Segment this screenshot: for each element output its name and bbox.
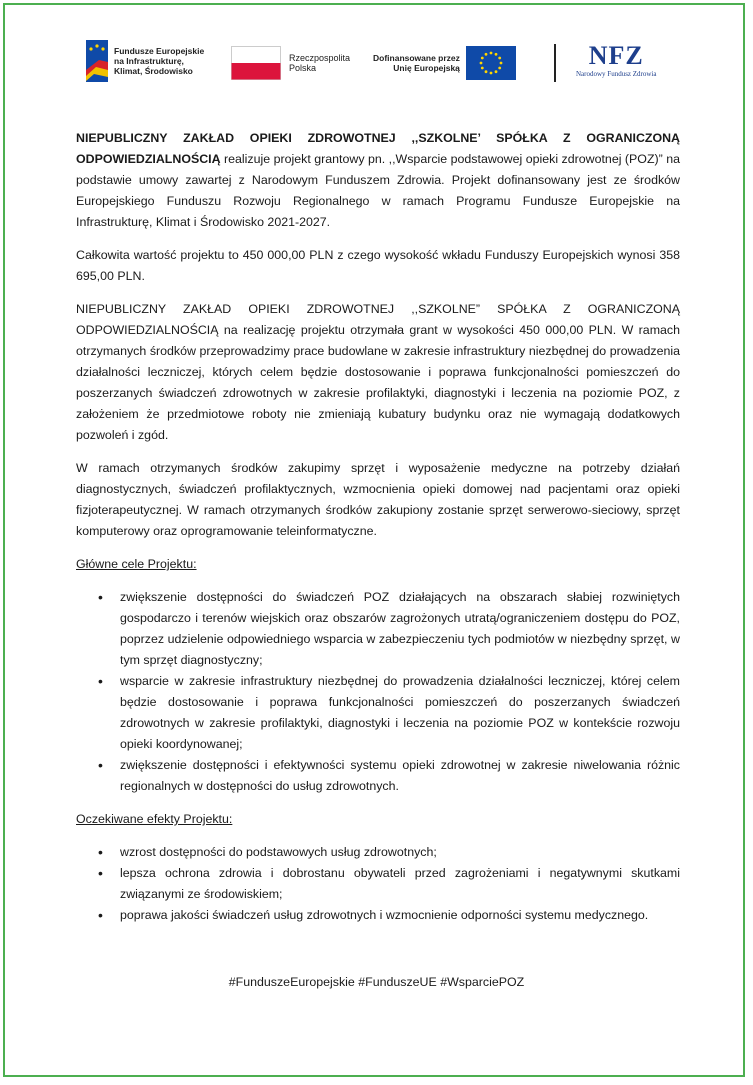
nfz-logo <box>576 42 657 78</box>
goals-list <box>76 587 680 797</box>
list-item: • wzrost dostępności do podstawowych usług zdrowotnych; <box>76 842 680 863</box>
list-item: • zwiększenie dostępności i efektywności systemu opieki zdrowotnej w zakresie niwelowania różnic regionalnych w dostępności do usług zdrowotnych. <box>76 755 680 797</box>
fe-logo-line: na Infrastrukturę, <box>114 56 184 66</box>
list-item: • lepsza ochrona zdrowia i dobrostanu obywateli przed zagrożeniami i negatywnymi skutkami związanymi ze środowiskiem; <box>76 863 680 905</box>
nfz-logo-subtitle: Narodowy Fundusz Zdrowia <box>576 70 657 78</box>
grant-paragraph: NIEPUBLICZNY ZAKŁAD OPIEKI ZDROWOTNEJ ,,SZKOLNE” SPÓŁKA Z OGRANICZONĄ ODPOWIEDZIALNOŚCIĄ na realizację projektu otrzymała grant w wysokości 450 000,00 PLN. W ramach otrzymanych środków przeprowadzimy prace budowlane w zakresie infrastruktury niezbędnej do prowadzenia działalności leczniczej, których celem będzie dostosowanie i poprawa funkcjonalności pomieszczeń do poszerzanych świadczeń zdrowotnych w zakresie profilaktyki, diagnostyki i leczenia na poziomie POZ, z założeniem że przedmiotowe roboty nie zmieniają kubatury budynku oraz nie wymagają dodatkowych pozwoleń i zgód. <box>76 302 680 442</box>
rp-logo <box>231 46 350 80</box>
project-value-paragraph: Całkowita wartość projektu to 450 000,00 PLN z czego wysokość wkładu Funduszy Europejskich wynosi 358 695,00 PLN. <box>76 248 680 283</box>
list-item: • zwiększenie dostępności do świadczeń POZ działających na obszarach słabiej rozwiniętych gospodarczo i terenów wiejskich oraz obszarów zagrożonych utratą/ograniczeniem dostępu do POZ, poprzez udzielenie odpowiedniego wsparcia w zabezpieczeniu tych podmiotów w niezbędny sprzęt, w tym sprzęt diagnostyczny; <box>76 587 680 671</box>
document-body <box>76 128 680 938</box>
list-item: • poprawa jakości świadczeń usług zdrowotnych i wzmocnienie odporności systemu medycznego. <box>76 905 680 926</box>
effects-heading: Oczekiwane efekty Projektu: <box>76 812 233 826</box>
rp-logo-line: Polska <box>289 63 317 73</box>
fe-logo-line: Fundusze Europejskie <box>114 46 205 56</box>
logo-bar <box>86 40 686 85</box>
hashtags: #FunduszeEuropejskie #FunduszeUE #WsparciePOZ <box>228 975 525 989</box>
eu-flag-icon <box>466 46 516 80</box>
logo-divider <box>554 44 556 82</box>
eu-logo <box>373 46 516 80</box>
fe-logo <box>86 40 204 82</box>
goals-heading: Główne cele Projektu: <box>76 557 197 571</box>
intro-paragraph <box>76 128 680 233</box>
rp-logo-line: Rzeczpospolita <box>289 53 351 63</box>
equipment-paragraph: W ramach otrzymanych środków zakupimy sprzęt i wyposażenie medyczne na potrzeby działań diagnostycznych, świadczeń profilaktycznych, wzmocnienia opieki domowej nad pacjentami oraz opieki fizjoterapeutycznej. W ramach otrzymanych środków zakupiony zostanie sprzęt serwerowo-sieciowy, sprzęt komputerowy oraz oprogramowanie teleinformatyczne. <box>76 461 680 538</box>
eu-logo-line: Unię Europejską <box>393 63 460 73</box>
polish-flag-icon <box>231 46 281 80</box>
eu-logo-line: Dofinansowane przez <box>373 53 460 63</box>
fe-logo-line: Klimat, Środowisko <box>114 66 193 76</box>
intro-text: realizuje projekt grantowy pn. ,,Wsparcie podstawowej opieki zdrowotnej (POZ)” na podstawie umowy zawartej z Narodowym Funduszem Zdrowia. Projekt dofinansowany jest ze środków Europejskiego Funduszu Rozwoju Regionalnego w ramach Programu Fundusze Europejskie na Infrastrukturę, Klimat i Środowisko 2021-2027. <box>76 152 680 229</box>
list-item: • wsparcie w zakresie infrastruktury niezbędnej do prowadzenia działalności leczniczej, której celem będzie dostosowanie i poprawa funkcjonalności pomieszczeń do poszerzanych świadczeń zdrowotnych w zakresie profilaktyki, diagnostyki i leczenia na poziomie POZ w kontekście rozwoju opieki koordynowanej; <box>76 671 680 755</box>
fe-emblem-icon <box>86 40 108 82</box>
organization-name: NIEPUBLICZNY ZAKŁAD OPIEKI ZDROWOTNEJ ,,SZKOLNE’ SPÓŁKA Z OGRANICZONĄ ODPOWIEDZIALNOŚCIĄ <box>76 131 680 166</box>
effects-list <box>76 842 680 926</box>
nfz-logo-mark: NFZ <box>588 41 644 70</box>
